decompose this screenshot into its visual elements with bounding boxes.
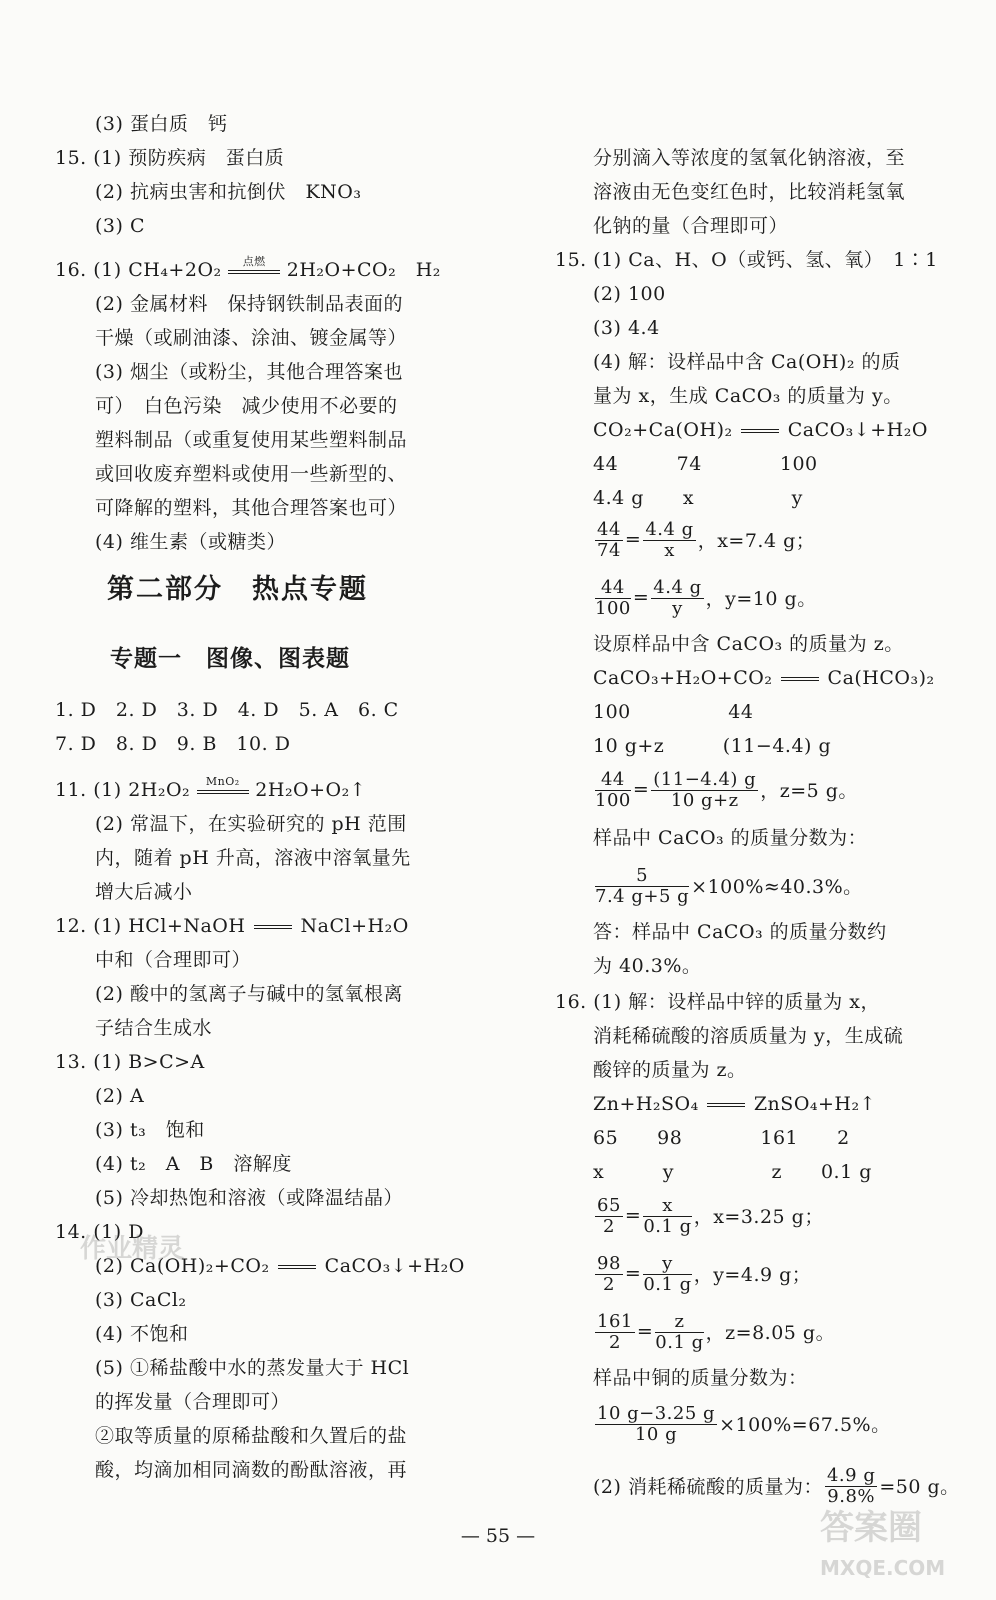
fraction: $\frac{(11-4.4) g}{10 g+z}$ bbox=[653, 769, 757, 811]
answer-line: 4.4 g x y bbox=[593, 487, 803, 509]
answer-line: (3) 蛋白质 钙 bbox=[95, 113, 228, 135]
answer-line: 样品中铜的质量分数为： bbox=[593, 1367, 808, 1389]
reaction-condition: 点燃 bbox=[242, 255, 266, 268]
answer-line: 溶液由无色变红色时，比较消耗氢氧 bbox=[593, 181, 906, 203]
equation-line bbox=[593, 666, 935, 690]
answer-line: 16. (1) 解：设样品中锌的质量为 x， bbox=[555, 991, 880, 1013]
proportion-line: $\frac{44}{74}$ = $\frac{4.4 g}{x}$ ，x=7.4 g； bbox=[597, 519, 816, 561]
proportion-line: $\frac{10 g-3.25 g}{10 g}$ ×100%=67.5%。 bbox=[597, 1403, 891, 1445]
fraction: $\frac{z}{0.1 g}$ bbox=[655, 1311, 704, 1353]
equation-products: Ca(HCO₃)₂ bbox=[827, 667, 935, 689]
answer-line: (4) 解：设样品中含 Ca(OH)₂ 的质 bbox=[593, 351, 901, 373]
answer-line: 或回收废弃塑料或使用一些新型的、 bbox=[95, 463, 408, 485]
answer-line: 13. (1) B>C>A bbox=[55, 1051, 205, 1073]
answer-line: 可降解的塑料，其他合理答案也可） bbox=[95, 497, 408, 519]
fraction: $\frac{x}{0.1 g}$ bbox=[643, 1195, 692, 1237]
answer-line: 答：样品中 CaCO₃ 的质量分数约 bbox=[593, 921, 887, 943]
answer-line: 为 40.3%。 bbox=[593, 955, 702, 977]
section-heading: 第二部分 热点专题 bbox=[107, 574, 368, 605]
fraction: $\frac{5}{7.4 g+5 g}$ bbox=[595, 865, 690, 907]
fraction: $\frac{98}{2}$ bbox=[597, 1253, 621, 1295]
answer-line: 65 98 161 2 bbox=[593, 1127, 850, 1149]
proportion-line: $\frac{161}{2}$ = $\frac{z}{0.1 g}$ ，z=8.05 g。 bbox=[597, 1311, 836, 1353]
equation-reactants: CaCO₃+H₂O+CO₂ bbox=[593, 667, 773, 689]
equals-sign bbox=[707, 1103, 745, 1107]
answer-line: 量为 x，生成 CaCO₃ 的质量为 y。 bbox=[593, 385, 903, 407]
watermark-logo: 答案圈 bbox=[820, 1508, 922, 1548]
watermark-logo: 作业精灵 bbox=[80, 1234, 185, 1264]
answer-line: (5) ①稀盐酸中水的蒸发量大于 HCl bbox=[95, 1357, 410, 1379]
proportion-line: $\frac{98}{2}$ = $\frac{y}{0.1 g}$ ，y=4.9 g； bbox=[597, 1253, 812, 1295]
equals-sign bbox=[741, 429, 779, 433]
answer-line: (2) A bbox=[95, 1085, 145, 1107]
equation-reactants: Zn+H₂SO₄ bbox=[593, 1093, 699, 1115]
answer-line: (4) 维生素（或糖类） bbox=[95, 531, 286, 553]
answer-line: 可） 白色污染 减少使用不必要的 bbox=[95, 395, 398, 417]
fraction: $\frac{4.4 g}{y}$ bbox=[653, 577, 702, 619]
answer-line: 分别滴入等浓度的氢氧化钠溶液，至 bbox=[593, 147, 906, 169]
reaction-condition: MnO₂ bbox=[205, 775, 240, 788]
answer-line: 10 g+z (11−4.4) g bbox=[593, 735, 832, 757]
answer-line: 子结合生成水 bbox=[95, 1017, 213, 1039]
equation-line bbox=[593, 418, 928, 442]
answer-line: 酸锌的质量为 z。 bbox=[593, 1059, 747, 1081]
answer-line: 化钠的量（合理即可） bbox=[593, 215, 789, 237]
answer-line: 15. (1) 预防疾病 蛋白质 bbox=[55, 147, 285, 169]
equation-reactants: CO₂+Ca(OH)₂ bbox=[593, 419, 733, 441]
proportion-line: $\frac{44}{100}$ = $\frac{(11-4.4) g}{10 g+z}$ ，z=5 g。 bbox=[595, 769, 858, 811]
fraction: $\frac{y}{0.1 g}$ bbox=[643, 1253, 692, 1295]
equation-reactants: (2) Ca(OH)₂+CO₂ bbox=[95, 1255, 270, 1277]
answer-line: (3) CaCl₂ bbox=[95, 1289, 187, 1311]
answer-line: 100 44 bbox=[593, 701, 754, 723]
equation-line bbox=[55, 255, 441, 282]
equals-sign bbox=[278, 1265, 316, 1269]
answer-line: 内，随着 pH 升高，溶液中溶氧量先 bbox=[95, 847, 411, 869]
answer-line: 15. (1) Ca、H、O（或钙、氢、氧） 1∶1 bbox=[555, 249, 938, 271]
answer-line: 设原样品中含 CaCO₃ 的质量为 z。 bbox=[593, 633, 904, 655]
answer-line: (2) 金属材料 保持钢铁制品表面的 bbox=[95, 293, 403, 315]
answer-line: 塑料制品（或重复使用某些塑料制品 bbox=[95, 429, 408, 451]
answer-line: 7. D 8. D 9. B 10. D bbox=[55, 733, 291, 755]
equation-products: CaCO₃↓+H₂O bbox=[324, 1255, 465, 1277]
equation-line bbox=[593, 1092, 876, 1116]
fraction: $\frac{4.9 g}{9.8\%}$ bbox=[826, 1465, 876, 1507]
answer-line: (3) t₃ 饱和 bbox=[95, 1119, 205, 1141]
answer-line: 样品中 CaCO₃ 的质量分数为： bbox=[593, 827, 868, 849]
proportion-line: (2) 消耗稀硫酸的质量为： $\frac{4.9 g}{9.8\%}$ =50 g。 bbox=[593, 1465, 960, 1507]
equals-sign bbox=[781, 677, 819, 681]
answer-line: (4) 不饱和 bbox=[95, 1323, 189, 1345]
fraction: $\frac{10 g-3.25 g}{10 g}$ bbox=[597, 1403, 716, 1445]
proportion-line: $\frac{5}{7.4 g+5 g}$ ×100%≈40.3%。 bbox=[595, 865, 863, 907]
answer-line: (2) 酸中的氢离子与碱中的氢氧根离 bbox=[95, 983, 403, 1005]
equation-products: 2H₂O+O₂↑ bbox=[255, 779, 367, 801]
fraction: $\frac{44}{74}$ bbox=[597, 519, 621, 561]
answer-line: 干燥（或刷油漆、涂油、镀金属等） bbox=[95, 327, 408, 349]
page-number: — 55 — bbox=[460, 1525, 536, 1547]
answer-line: 的挥发量（合理即可） bbox=[95, 1391, 291, 1413]
equation-reactants: 16. (1) CH₄+2O₂ bbox=[55, 259, 222, 281]
answer-line: 消耗稀硫酸的溶质质量为 y，生成硫 bbox=[593, 1025, 904, 1047]
fraction: $\frac{161}{2}$ bbox=[597, 1311, 633, 1353]
answer-line: (2) 常温下，在实验研究的 pH 范围 bbox=[95, 813, 407, 835]
fraction: $\frac{65}{2}$ bbox=[597, 1195, 621, 1237]
fraction: $\frac{4.4 g}{x}$ bbox=[645, 519, 694, 561]
fraction: $\frac{44}{100}$ bbox=[595, 769, 631, 811]
answer-line: (2) 抗病虫害和抗倒伏 KNO₃ bbox=[95, 181, 362, 203]
equation-products: CaCO₃↓+H₂O bbox=[787, 419, 928, 441]
answer-line: 14. (1) D bbox=[55, 1221, 144, 1243]
answer-line: 酸，均滴加相同滴数的酚酞溶液，再 bbox=[95, 1459, 408, 1481]
proportion-line: $\frac{44}{100}$ = $\frac{4.4 g}{y}$ ，y=10 g。 bbox=[595, 577, 817, 619]
answer-line: x y z 0.1 g bbox=[593, 1161, 872, 1183]
answer-line: (5) 冷却热饱和溶液（或降温结晶） bbox=[95, 1187, 403, 1209]
equation-products: ZnSO₄+H₂↑ bbox=[753, 1093, 877, 1115]
reaction-arrow bbox=[197, 775, 249, 798]
answer-line: 1. D 2. D 3. D 4. D 5. A 6. C bbox=[55, 699, 399, 721]
answer-line: (3) 4.4 bbox=[593, 317, 660, 339]
answer-line: (3) 烟尘（或粉尘，其他合理答案也 bbox=[95, 361, 403, 383]
equation-reactants: 11. (1) 2H₂O₂ bbox=[55, 779, 191, 801]
answer-line: 中和（合理即可） bbox=[95, 949, 252, 971]
fraction: $\frac{44}{100}$ bbox=[595, 577, 631, 619]
answer-line: 增大后减小 bbox=[95, 881, 193, 903]
proportion-line: $\frac{65}{2}$ = $\frac{x}{0.1 g}$ ，x=3.25 g； bbox=[597, 1195, 824, 1237]
equation-line bbox=[55, 775, 367, 802]
answer-line: 44 74 100 bbox=[593, 453, 818, 475]
answer-line: (3) C bbox=[95, 215, 145, 237]
answer-line: (2) 100 bbox=[593, 283, 666, 305]
subsection-heading: 专题一 图像、图表题 bbox=[110, 646, 350, 672]
watermark-url: MXQE.COM bbox=[820, 1556, 946, 1580]
equation-products: 2H₂O+CO₂ H₂ bbox=[286, 259, 441, 281]
answer-line: (4) t₂ A B 溶解度 bbox=[95, 1153, 292, 1175]
reaction-arrow bbox=[228, 255, 280, 278]
equation-products: NaCl+H₂O bbox=[300, 915, 409, 937]
equation-line bbox=[55, 914, 409, 938]
equation-reactants: 12. (1) HCl+NaOH bbox=[55, 915, 246, 937]
equals-sign bbox=[254, 925, 292, 929]
answer-line: ②取等质量的原稀盐酸和久置后的盐 bbox=[95, 1425, 408, 1447]
